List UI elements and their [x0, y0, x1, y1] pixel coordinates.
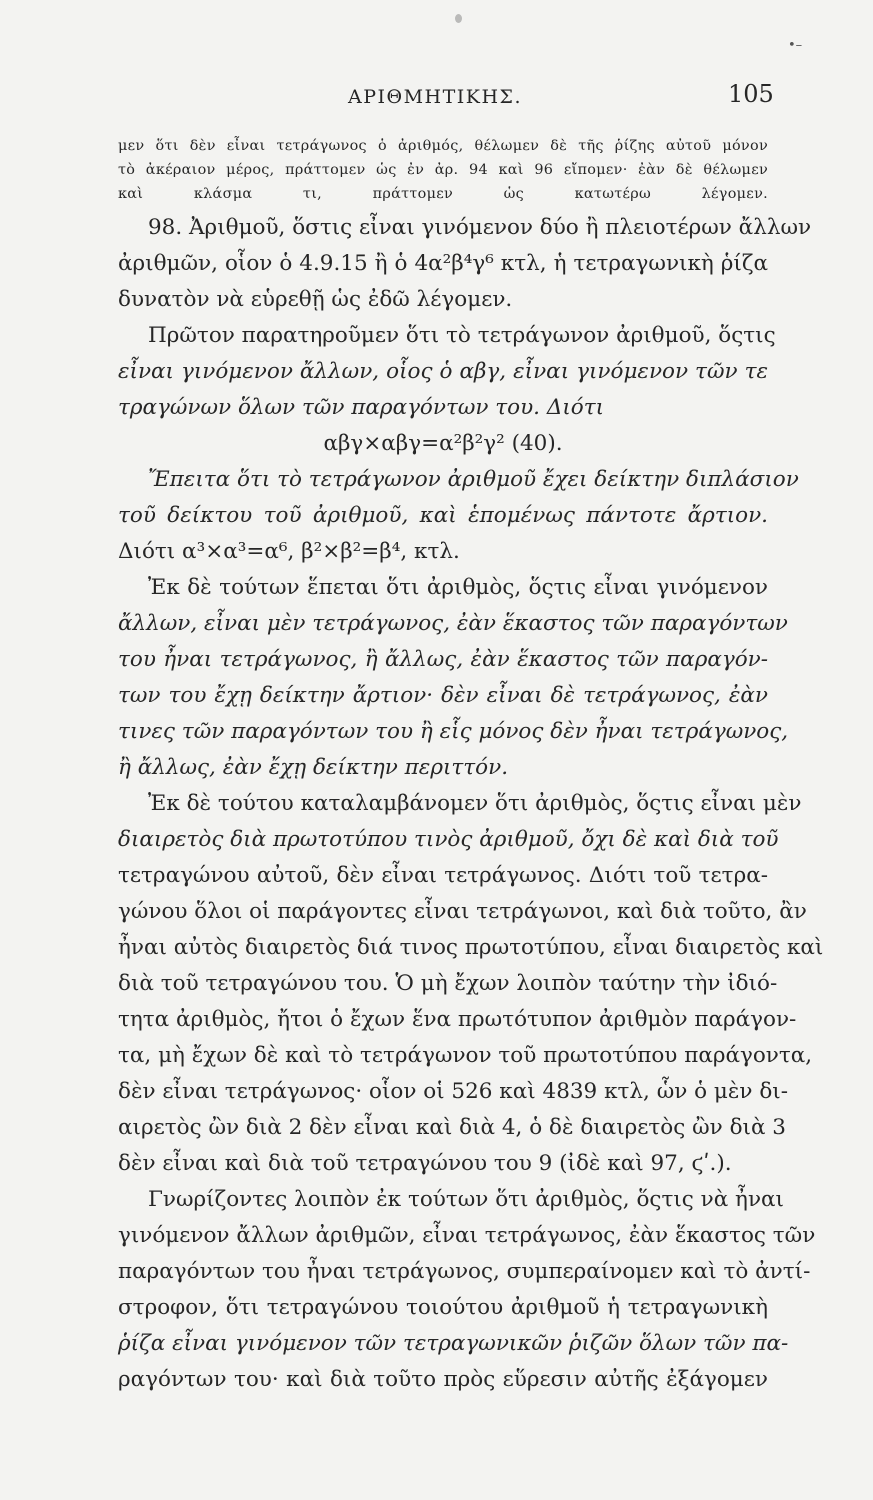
text-line: Γνωρίζοντες λοιπὸν ἐκ τούτων ὅτι ἀριθμὸς, ὅςτις νὰ ἦναι	[148, 1187, 784, 1212]
text-line: ἀριθμῶν, οἷον ὁ 4.9.15 ἢ ὁ 4α²β⁴γ⁶ κτλ, ἡ τετραγωνικὴ ῥίζα	[118, 251, 768, 276]
text-line: ραγόντων του· καὶ διὰ τοῦτο πρὸς εὕρεσιν αὐτῆς ἐξάγομεν	[118, 1367, 768, 1392]
text-line: διαιρετὸς διὰ πρωτοτύπου τινὸς ἀριθμοῦ, ὄχι δὲ καὶ διὰ τοῦ	[118, 827, 779, 852]
text-line: Ἐκ δὲ τούτων ἕπεται ὅτι ἀριθμὸς, ὅςτις εἶναι γινόμενον	[148, 575, 768, 600]
text-line: τητα ἀριθμὸς, ἤτοι ὁ ἔχων ἕνα πρωτότυπον ἀριθμὸν παράγον-	[118, 1007, 797, 1032]
running-head: ΑΡΙΘΜΗΤΙΚΗΣ.	[348, 86, 523, 108]
text-line: ἢ ἄλλως, ἐὰν ἔχῃ δείκτην περιττόν.	[118, 755, 509, 780]
page-body	[118, 134, 824, 1398]
text-line: γινόμενον ἄλλων ἀριθμῶν, εἶναι τετράγωνος, ἐὰν ἕκαστος τῶν	[118, 1223, 816, 1248]
text-line: Ἔπειτα ὅτι τὸ τετράγωνον ἀριθμοῦ ἔχει δείκτην διπλάσιον	[148, 467, 799, 492]
text-line: δὲν εἶναι καὶ διὰ τοῦ τετραγώνου του 9 (ἰδὲ καὶ 97, ϛʹ.).	[118, 1151, 732, 1176]
text-line: εἶναι γινόμενον ἄλλων, οἷος ὁ αβγ, εἶναι γινόμενον τῶν τε	[118, 359, 768, 384]
text-line: τετραγώνου αὐτοῦ, δὲν εἶναι τετράγωνος. Διότι τοῦ τετρα-	[118, 863, 768, 888]
text-line: δὲν εἶναι τετράγωνος· οἷον οἱ 526 καὶ 4839 κτλ, ὧν ὁ μὲν δι-	[118, 1079, 788, 1104]
text-line: τινες τῶν παραγόντων του ἢ εἷς μόνος δὲν ἦναι τετράγωνος,	[118, 719, 789, 744]
text-line: δυνατὸν νὰ εὑρεθῇ ὡς ἐδῶ λέγομεν.	[118, 287, 513, 312]
text-line: αβγ×αβγ=α²β²γ² (40).	[323, 431, 563, 456]
text-line: τραγώνων ὅλων τῶν παραγόντων του. Διότι	[118, 395, 605, 420]
text-line: Ἐκ δὲ τούτου καταλαμβάνομεν ὅτι ἀριθμὸς, ὅςτις εἶναι μὲν	[148, 791, 802, 816]
text-line: ἄλλων, εἶναι μὲν τετράγωνος, ἐὰν ἕκαστος τῶν παραγόντων	[118, 611, 788, 636]
text-line: στροφον, ὅτι τετραγώνου τοιούτου ἀριθμοῦ ἡ τετραγωνικὴ	[118, 1295, 768, 1320]
text-line: μεν ὅτι δὲν εἶναι τετράγωνος ὁ ἀριθμός, θέλωμεν δὲ τῆς ῥίζης αὐτοῦ μόνον	[118, 138, 768, 154]
text-line: Διότι α³×α³=α⁶, β²×β²=β⁴, κτλ.	[118, 539, 460, 564]
text-line: παραγόντων του ἦναι τετράγωνος, συμπεραίνομεν καὶ τὸ ἀντί-	[118, 1259, 811, 1284]
text-line: Πρῶτον παρατηροῦμεν ὅτι τὸ τετράγωνον ἀριθμοῦ, ὅςτις	[148, 323, 776, 348]
text-line: τοῦ δείκτου τοῦ ἀριθμοῦ, καὶ ἑπομένως πάντοτε ἄρτιον.	[118, 503, 768, 528]
text-line: 98. Ἀριθμοῦ, ὅστις εἶναι γινόμενον δύο ἢ πλειοτέρων ἄλλων	[148, 215, 812, 240]
text-line: γώνου ὅλοι οἱ παράγοντες εἶναι τετράγωνοι, καὶ διὰ τοῦτο, ἂν	[118, 899, 807, 924]
text-line: τα, μὴ ἔχων δὲ καὶ τὸ τετράγωνον τοῦ πρωτοτύπου παράγοντα,	[118, 1043, 813, 1068]
ink-blot	[455, 14, 462, 23]
text-line: καὶ κλάσμα τι, πράττομεν ὡς κατωτέρω λέγομεν.	[118, 186, 768, 202]
text-line: ῥίζα εἶναι γινόμενον τῶν τετραγωνικῶν ῥιζῶν ὅλων τῶν πα-	[118, 1331, 789, 1356]
text-line: διὰ τοῦ τετραγώνου του. Ὁ μὴ ἔχων λοιπὸν ταύτην τὴν ἰδιό-	[118, 971, 778, 996]
corner-mark: •–	[788, 38, 803, 53]
page-number: 105	[728, 80, 774, 108]
text-line: αιρετὸς ὢν διὰ 2 δὲν εἶναι καὶ διὰ 4, ὁ δὲ διαιρετὸς ὢν διὰ 3	[118, 1115, 786, 1140]
text-line: τὸ ἀκέραιον μέρος, πράττομεν ὡς ἐν ἀρ. 94 καὶ 96 εἴπομεν· ἐὰν δὲ θέλωμεν	[118, 162, 768, 178]
text-line: του ἦναι τετράγωνος, ἢ ἄλλως, ἐὰν ἕκαστος τῶν παραγόν-	[118, 647, 768, 672]
text-line: των του ἔχῃ δείκτην ἄρτιον· δὲν εἶναι δὲ τετράγωνος, ἐὰν	[118, 683, 768, 708]
text-line: ἦναι αὐτὸς διαιρετὸς διά τινος πρωτοτύπου, εἶναι διαιρετὸς καὶ	[118, 935, 824, 960]
